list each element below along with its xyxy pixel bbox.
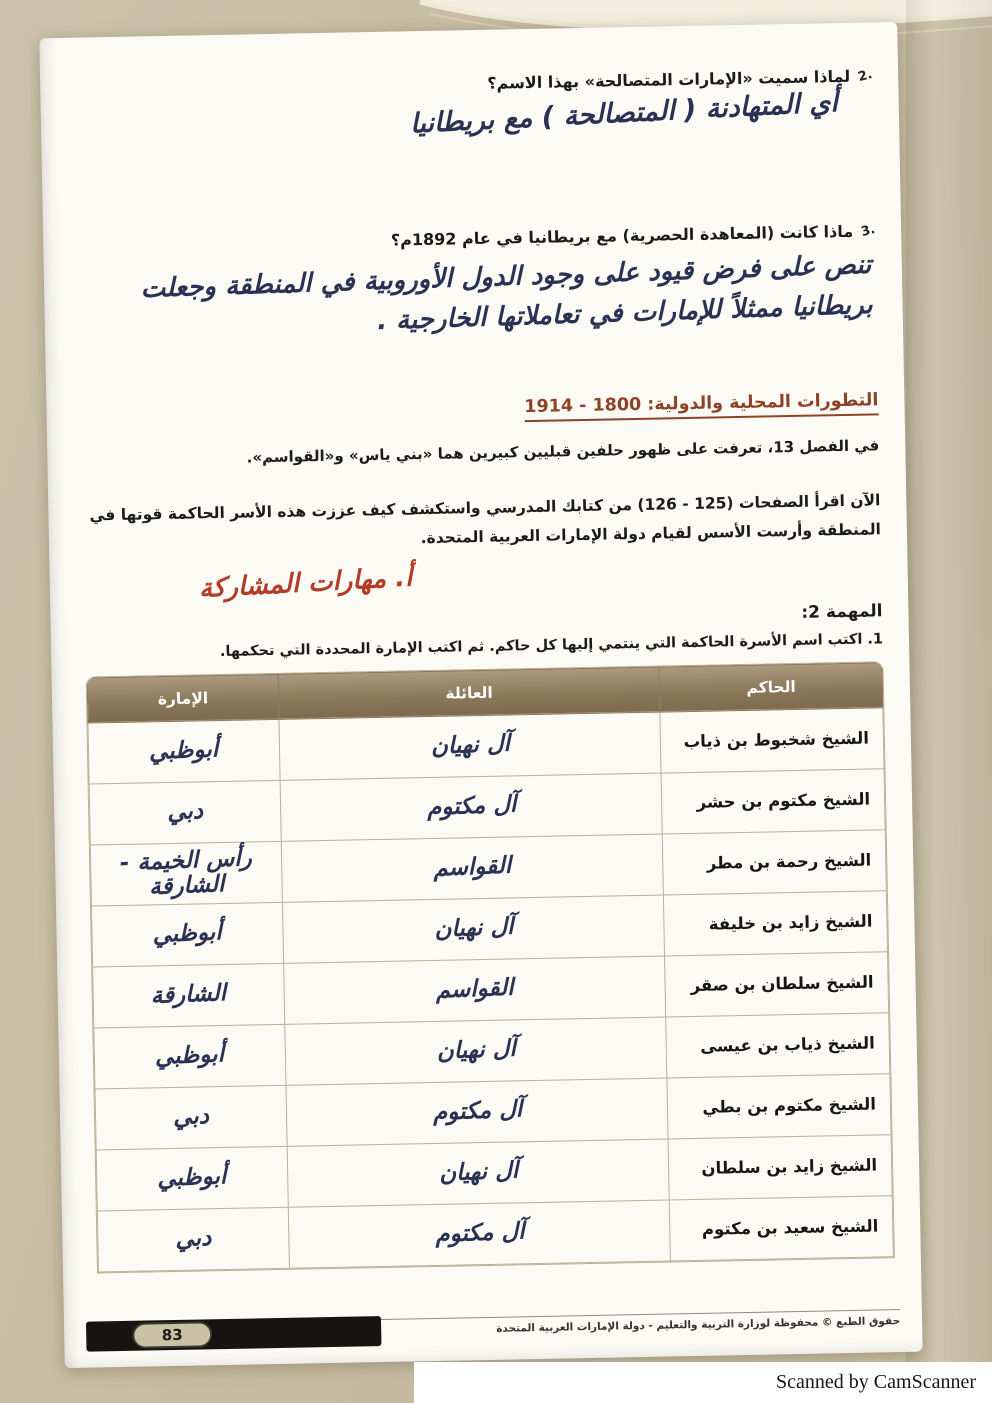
ruler-name-cell-text: الشيخ سعيد بن مكتوم: [701, 1216, 879, 1240]
family-answer-cell: [280, 773, 663, 841]
camscanner-watermark: [414, 1362, 992, 1403]
table-header-family: العائلة: [278, 667, 660, 719]
task-instruction: 1. اكتب اسم الأسرة الحاكمة التي ينتمي إليها كل حاكم. ثم اكتب الإمارة المحددة التي تحكمها.: [219, 631, 884, 660]
handwritten-red-note: أ. مهارات المشاركة: [197, 562, 413, 604]
question-3-text: ماذا كانت (المعاهدة الحصرية) مع بريطانيا في عام 1892م؟: [390, 221, 854, 250]
question-3-number: 3.: [859, 221, 877, 241]
family-answer-cell: [281, 834, 664, 902]
emirate-answer-cell-text: أبوظبي: [152, 919, 223, 949]
reading-instruction: الآن اقرأ الصفحات (125 - 126) من كتابك المدرسي واستكشف كيف عززت هذه الأسر الحاكمة قوتها في المنطقة وأرست الأسس لقيام دولة الإمارات العربية المتحدة.: [89, 491, 882, 548]
rulers-table-body: [88, 708, 893, 1272]
handwritten-answer-2: أي المتهادنة ( المتصالحة ) مع بريطانيا: [409, 87, 839, 140]
ruler-name-cell-text: الشيخ ذياب بن عيسى: [700, 1033, 875, 1057]
family-answer-cell: [279, 712, 662, 780]
family-answer-cell: [283, 956, 666, 1024]
emirate-answer-cell-text: رأس الخيمة - الشارقة: [119, 844, 253, 901]
family-answer-cell-text: آل مكتوم: [426, 791, 517, 822]
ruler-name-cell-text: الشيخ مكتوم بن حشر: [696, 789, 871, 813]
family-answer-cell-text: آل نهيان: [430, 730, 511, 761]
page-footer: [86, 1309, 900, 1352]
section-title-text: التطورات المحلية والدولية: 1800 - 1914: [524, 390, 879, 422]
ruler-name-cell-text: الشيخ مكتوم بن بطي: [702, 1094, 877, 1118]
ruler-name-cell: [663, 830, 887, 895]
question-2-text: لماذا سميت «الإمارات المتصالحة» بهذا الاسم؟: [487, 66, 851, 93]
table-header-emirate: الإمارة: [87, 674, 279, 723]
ruler-name-cell: [670, 1196, 894, 1261]
copyright-text: حقوق الطبع © محفوظة لوزارة التربية والتعليم - دولة الإمارات العربية المتحدة: [496, 1315, 901, 1335]
emirate-answer-cell: [90, 841, 282, 906]
emirate-answer-cell-text: أبوظبي: [157, 1163, 228, 1193]
emirate-answer-cell: [88, 719, 280, 784]
emirate-answer-cell: [95, 1085, 287, 1150]
emirate-answer-cell: [97, 1207, 289, 1272]
camscanner-text: Scanned by CamScanner: [776, 1371, 976, 1393]
ruler-name-cell-text: الشيخ سلطان بن صقر: [690, 972, 874, 996]
ruler-name-cell: [668, 1135, 892, 1200]
page-content: [39, 22, 921, 1274]
page-number: 83: [161, 1325, 183, 1345]
question-2-number: 2.: [856, 66, 874, 86]
family-answer-cell-text: آل نهيان: [433, 913, 514, 943]
section-intro: في الفصل 13، تعرفت على ظهور حلفين قبليين كبيرين هما «بني ياس» و«القواسم».: [246, 436, 880, 467]
family-answer-cell: [288, 1200, 671, 1268]
family-answer-cell-text: آل نهيان: [435, 1035, 516, 1065]
ruler-name-cell-text: الشيخ شخبوط بن ذياب: [683, 728, 870, 752]
ruler-name-cell: [664, 891, 888, 956]
family-answer-cell-text: القواسم: [435, 974, 515, 1004]
ruler-name-cell: [661, 769, 885, 834]
ruler-name-cell: [666, 1013, 890, 1078]
binding-shadow-bar: [86, 1316, 382, 1352]
emirate-answer-cell: [91, 902, 283, 967]
ruler-name-cell-text: الشيخ رحمة بن مطر: [706, 850, 872, 874]
family-answer-cell: [282, 895, 665, 963]
emirate-answer-cell: [94, 1024, 286, 1089]
family-answer-cell-text: القواسم: [432, 852, 512, 882]
ruler-name-cell: [665, 952, 889, 1017]
ruler-name-cell: [660, 708, 884, 773]
emirate-answer-cell: [93, 963, 285, 1028]
task-title: المهمة 2:: [801, 601, 883, 623]
section-title: [80, 390, 878, 425]
textbook-page: [39, 22, 922, 1368]
emirate-answer-cell-text: دبي: [174, 1225, 212, 1253]
ruler-name-cell-text: الشيخ زايد بن خليفة: [708, 911, 873, 935]
emirate-answer-cell: [96, 1146, 288, 1211]
emirate-answer-cell: [89, 780, 281, 845]
family-answer-cell: [287, 1139, 670, 1207]
rulers-table: [87, 662, 894, 1272]
page-number-tab: [132, 1321, 212, 1349]
emirate-answer-cell-text: الشارقة: [150, 980, 227, 1010]
family-answer-cell-text: آل مكتوم: [434, 1218, 525, 1249]
emirate-answer-cell-text: دبي: [172, 1103, 210, 1131]
emirate-answer-cell-text: دبي: [166, 798, 204, 826]
rulers-table-wrap: [86, 661, 895, 1273]
family-answer-cell-text: آل نهيان: [438, 1157, 519, 1187]
ruler-name-cell-text: الشيخ زايد بن سلطان: [701, 1155, 878, 1179]
family-answer-cell-text: آل مكتوم: [431, 1096, 523, 1127]
emirate-answer-cell-text: أبوظبي: [154, 1041, 225, 1071]
ruler-name-cell: [667, 1074, 891, 1139]
handwritten-answer-3: تنص على فرض قيود على وجود الدول الأوروبية في المنطقة وجعلت بريطانيا ممثلاً للإمارات في تعاملاتها الخارجية .: [140, 249, 874, 337]
emirate-answer-cell-text: أبوظبي: [148, 736, 219, 766]
family-answer-cell: [286, 1078, 669, 1146]
table-header-ruler: الحاكم: [659, 663, 882, 712]
family-answer-cell: [285, 1017, 668, 1085]
